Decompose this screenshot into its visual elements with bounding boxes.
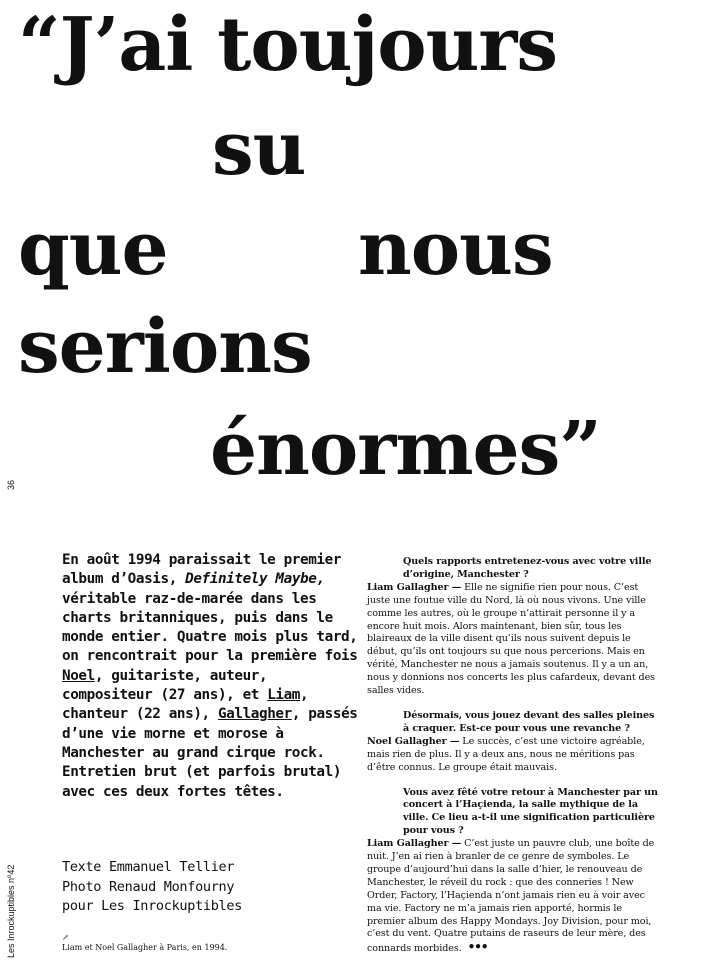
headline-line-1: “J’ai toujours (18, 2, 558, 88)
credit-photo: Photo Renaud Monfourny (62, 878, 235, 895)
credits (62, 858, 362, 917)
answer-text: C’est juste un pauvre club, une boîte de nuit. J’en ai rien à branler de ce genre de symboles. Le groupe d’aujourd’hui dans la salle d’hier, le renouveau de Manchester, le réveil du rock : que des conneries ! New Order, Factory, l’Haçienda n’ont jamais rien eu à voir avec ma vie. Factory ne m’a jamais rien apporté, hormis le premier album des Happy Mondays. Joy Division, pour moi, c’est du vent. Quatre putains de raseurs de leur mère, des connards morbides. (367, 838, 655, 955)
answer-text: Elle ne signifie rien pour nous. C’est juste une foutue ville du Nord, là où nous vivons. Une ville comme les autres, où le groupe n’attirait personne il y a encore huit mois. Alors maintenant, bien sûr, tous les blaireaux de la ville disent qu’ils nous suivent depuis le début, qu’ils ont toujours su que nous percerions. Mais en vérité, Manchester ne nous a jamais soutenus. Il y a un an, nous y donnions nos concerts les plus cafardeux, devant des salles vides. (367, 581, 655, 697)
interview-block (367, 710, 659, 775)
speaker: Liam Gallagher — (367, 581, 462, 593)
credit-text: Texte Emmanuel Tellier (62, 859, 235, 875)
credit-publication: pour Les Inrockuptibles (62, 898, 243, 914)
answer (367, 582, 659, 698)
headline-line-4: serions (18, 304, 312, 390)
intro-paragraph (62, 551, 362, 802)
answer (367, 736, 659, 775)
speaker: Liam Gallagher — (367, 838, 462, 850)
page-number: 36 (6, 480, 16, 491)
arrow-icon: ↗ (62, 933, 69, 942)
intro-text-1: En août 1994 paraissait le premier album d’Oasis, (62, 552, 342, 588)
caption-text: Liam et Noel Gallagher à Paris, en 1994. (62, 943, 228, 952)
intro-text-2: véritable raz-de-marée dans les charts britanniques, puis dans le monde entier. Quatre mois plus tard, on rencontrait pour la première fois (62, 590, 358, 665)
headline-line-2: su (212, 106, 306, 192)
intro-text-4: , chanteur (22 ans), (62, 687, 309, 723)
intro-text-5: , passés d’une vie morne et morose à Manchester au grand cirque rock. Entretien brut (et parfois brutal) avec ces deux fortes têtes. (62, 706, 358, 800)
interview (367, 556, 659, 968)
question: Vous avez fêté votre retour à Manchester par un concert à l’Haçienda, la salle mythique de la ville. Ce lieu a-t-il une signification particulière pour vous ? (403, 786, 658, 837)
end-mark: ••• (467, 940, 488, 955)
answer-text: Le succès, c’est une victoire agréable, mais rien de plus. Il y a deux ans, nous ne méritions pas d’être connus. Le groupe était mauvais. (367, 735, 645, 773)
question: Quels rapports entretenez-vous avec votre ville d’origine, Manchester ? (403, 556, 652, 580)
headline-line-5: énormes” (210, 406, 601, 492)
interview-block (367, 556, 659, 698)
photo-caption (62, 934, 262, 953)
folio: Les Inrockuptibles nº42 (6, 864, 16, 958)
answer (367, 838, 659, 956)
name-liam: Liam (267, 687, 301, 704)
question: Désormais, vous jouez devant des salles pleines à craquer. Est-ce pour vous une revanche ? (403, 709, 655, 734)
name-gallagher: Gallagher (217, 706, 292, 723)
album-title: Definitely Maybe, (185, 571, 325, 588)
name-noel: Noel (62, 667, 95, 684)
headline-line-3b: nous (358, 206, 553, 292)
headline-line-3a: que (18, 206, 168, 292)
speaker: Noel Gallagher — (367, 735, 460, 747)
intro-text-3: , guitariste, auteur, compositeur (27 ans), et (62, 667, 268, 704)
interview-block (367, 787, 659, 957)
